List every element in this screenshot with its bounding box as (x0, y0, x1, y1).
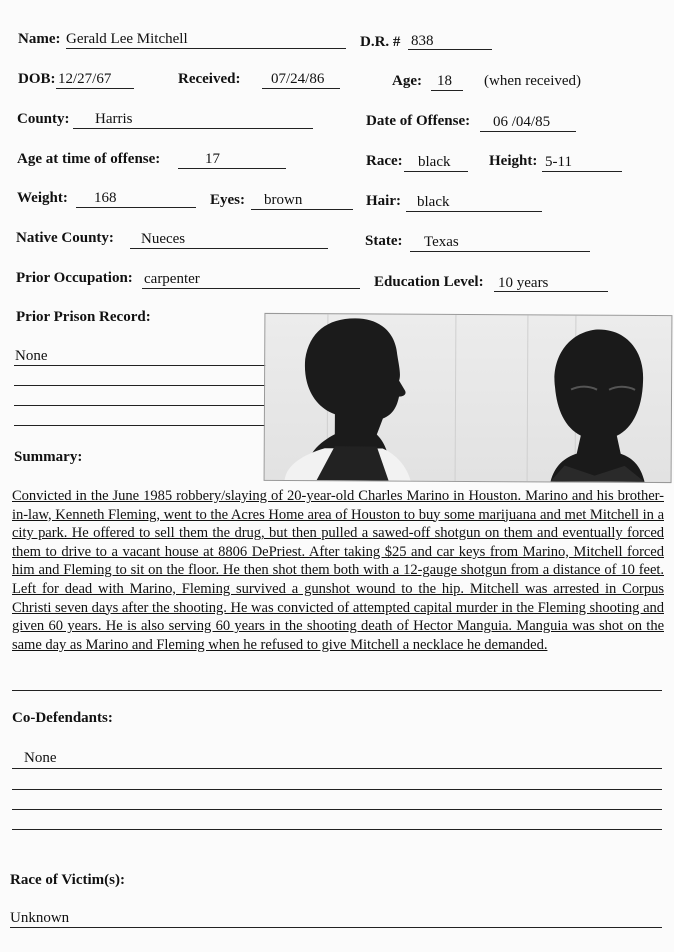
victims-label: Race of Victim(s): (10, 872, 125, 888)
codefendants-line-4 (12, 829, 662, 830)
prior-record-label: Prior Prison Record: (16, 309, 151, 325)
summary-label: Summary: (14, 449, 83, 465)
eyes-label: Eyes: (210, 192, 245, 208)
hair-value: black (417, 194, 450, 210)
county-line (73, 128, 313, 129)
codefendants-label: Co-Defendants: (12, 710, 113, 726)
received-line (262, 88, 340, 89)
race-line (404, 171, 468, 172)
education-value: 10 years (498, 275, 549, 291)
dr-value: 838 (411, 33, 434, 49)
dr-label: D.R. # (360, 34, 401, 50)
race-value: black (418, 154, 451, 170)
height-label: Height: (489, 153, 538, 169)
height-value: 5-11 (545, 154, 572, 170)
name-value: Gerald Lee Mitchell (66, 31, 188, 47)
age-offense-line (178, 168, 286, 169)
mugshot-figures-icon (265, 314, 672, 482)
native-county-line (130, 248, 328, 249)
hair-label: Hair: (366, 193, 401, 209)
codefendants-line-1 (12, 768, 662, 769)
age-note: (when received) (484, 73, 582, 89)
county-value: Harris (95, 111, 133, 127)
received-label: Received: (178, 71, 241, 87)
prior-record-line-2 (14, 385, 266, 386)
dob-label: DOB: (18, 71, 56, 87)
codefendants-value: None (24, 750, 57, 766)
eyes-line (251, 209, 353, 210)
weight-value: 168 (94, 190, 117, 206)
dob-line (56, 88, 134, 89)
height-line (542, 171, 622, 172)
occupation-line (142, 288, 360, 289)
dob-value: 12/27/67 (58, 71, 112, 87)
race-label: Race: (366, 153, 403, 169)
native-county-value: Nueces (141, 231, 186, 247)
age-offense-label: Age at time of offense: (17, 151, 161, 167)
weight-line (76, 207, 196, 208)
date-offense-value: 06 /04/85 (493, 114, 551, 130)
state-value: Texas (424, 234, 459, 250)
state-label: State: (365, 233, 403, 249)
native-county-label: Native County: (16, 230, 114, 246)
occupation-label: Prior Occupation: (16, 270, 133, 286)
mugshot-photo (264, 313, 673, 483)
prior-record-line-4 (14, 425, 266, 426)
prior-record-value: None (15, 348, 48, 364)
date-offense-line (480, 131, 576, 132)
dr-line (408, 49, 492, 50)
victims-line (10, 927, 662, 928)
age-offense-value: 17 (205, 151, 220, 167)
prior-record-line-1 (14, 365, 266, 366)
date-offense-label: Date of Offense: (366, 113, 471, 129)
codefendants-line-3 (12, 809, 662, 810)
county-label: County: (17, 111, 70, 127)
age-label: Age: (392, 73, 422, 89)
education-label: Education Level: (374, 274, 484, 290)
occupation-value: carpenter (144, 271, 200, 287)
eyes-value: brown (264, 192, 303, 208)
summary-text: Convicted in the June 1985 robbery/slaying of 20-year-old Charles Marino in Houston. Marino and his brother-in-law, Kenneth Fleming, went to the Acres Home area of Houston to buy some marijuana and met Mitchell in a city park. He offered to sell them the drug, but then pulled a sawed-off shotgun on them and eventually forced them to drive to a vacant house at 8806 DePriest. After taking $25 and car keys from Marino, Mitchell forced him and Fleming to sit on the floor. He then shot them both with a 12-gauge shotgun from a distance of 10 feet. Left for dead with Marino, Fleming survived a gunshot wound to the hip. Mitchell was arrested in Corpus Christi seven days after the shooting. He was convicted of attempted capital murder in the Fleming shooting and given 60 years. He is also serving 60 years in the shooting death of Hector Manguia. Manguia was shot on the same day as Marino and Fleming when he refused to give Mitchell a necklace he demanded. (12, 488, 664, 653)
education-line (494, 291, 608, 292)
age-line (431, 90, 463, 91)
received-value: 07/24/86 (271, 71, 325, 87)
codefendants-line-2 (12, 789, 662, 790)
age-value: 18 (437, 73, 452, 89)
name-line (66, 48, 346, 49)
name-label: Name: (18, 31, 61, 47)
prior-record-line-3 (14, 405, 266, 406)
hair-line (406, 211, 542, 212)
weight-label: Weight: (17, 190, 68, 206)
state-line (410, 251, 590, 252)
victims-value: Unknown (10, 910, 70, 926)
summary-end-line (12, 690, 662, 691)
